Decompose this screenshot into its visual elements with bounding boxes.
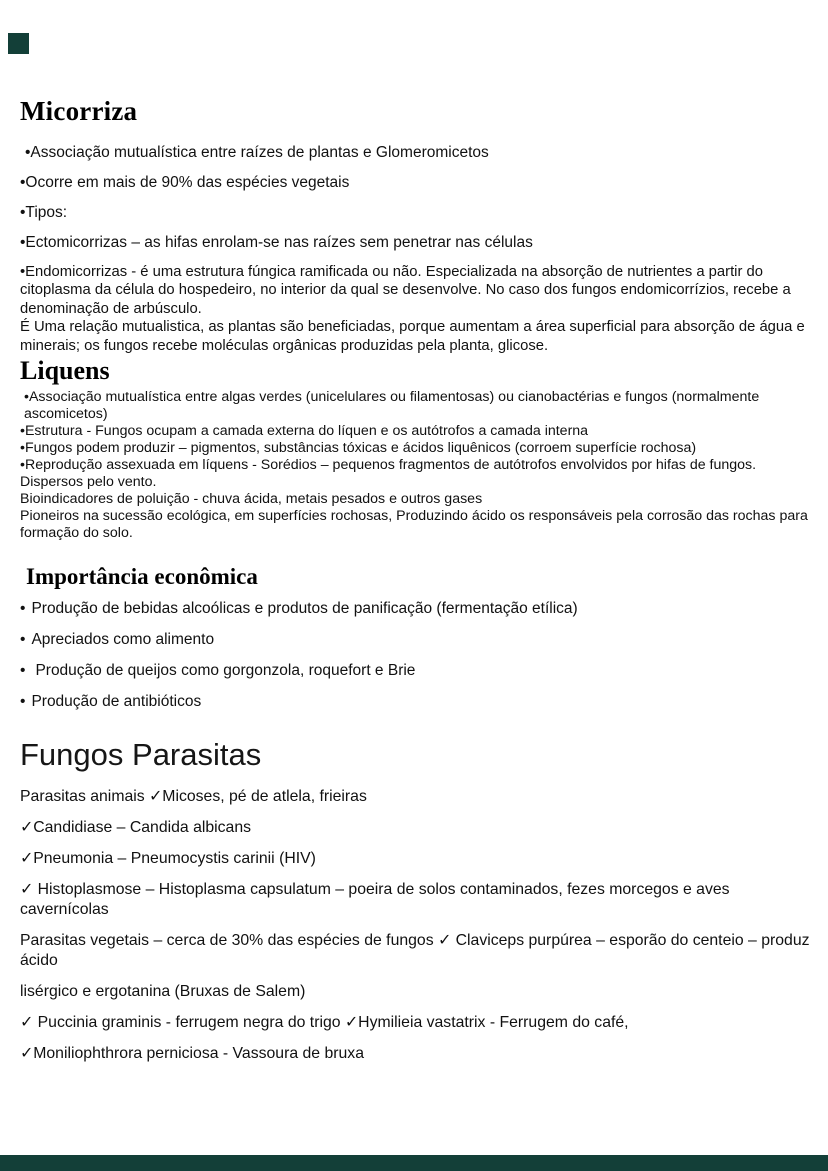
fungos-parasitas-item: lisérgico e ergotanina (Bruxas de Salem) (20, 983, 306, 1001)
importancia-item (20, 661, 812, 681)
liquens-item: •Reprodução assexuada em líquens - Sorédios – pequenos fragmentos de autótrofos envolvidos por hifas de fungos. Dispersos pelo vento. (20, 456, 757, 490)
micorriza-heading: Micorriza (20, 96, 138, 126)
bottom-accent-bar (0, 1155, 828, 1171)
liquens-item: •Estrutura - Fungos ocupam a camada externa do líquen e os autótrofos a camada interna (20, 422, 589, 439)
importancia-item (20, 630, 812, 650)
document-body (20, 97, 812, 1075)
fungos-parasitas-heading: Fungos Parasitas (20, 737, 262, 773)
fungos-parasitas-item: ✓Candidiase – Candida albicans (20, 819, 252, 837)
fungos-parasitas-item: ✓ Histoplasmose – Histoplasma capsulatum – poeira de solos contaminados, fezes morcegos e aves cavernícolas (20, 881, 730, 919)
micorriza-item: É Uma relação mutualistica, as plantas são beneficiadas, porque aumentam a área superficial para absorção de água e minerais; os fungos recebe moléculas orgânicas produzidas pela planta, glicose. (20, 319, 805, 354)
liquens-block (20, 389, 812, 542)
micorriza-item: •Tipos: (20, 203, 68, 221)
importancia-item-text: Produção de bebidas alcoólicas e produtos de panificação (fermentação etílica) (31, 600, 578, 618)
fungos-parasitas-item: ✓Moniliophthrora perniciosa - Vassoura de bruxa (20, 1045, 364, 1063)
importancia-heading: Importância econômica (26, 563, 258, 589)
bullet-glyph: • (20, 662, 26, 680)
micorriza-item: •Associação mutualística entre raízes de plantas e Glomeromicetos (25, 143, 489, 161)
fungos-parasitas-item: ✓ Puccinia graminis - ferrugem negra do trigo ✓Hymilieia vastatrix - Ferrugem do café, (20, 1014, 629, 1032)
bullet-glyph: • (20, 600, 26, 618)
importancia-item (20, 692, 812, 712)
importancia-item-text: Produção de antibióticos (31, 693, 202, 711)
importancia-item-text: Produção de queijos como gorgonzola, roquefort e Brie (35, 662, 416, 680)
liquens-heading: Liquens (20, 356, 110, 386)
fungos-parasitas-item: Parasitas animais ✓Micoses, pé de atlela, frieiras (20, 788, 367, 806)
liquens-item: •Fungos podem produzir – pigmentos, substâncias tóxicas e ácidos liquênicos (corroem superfície rochosa) (20, 439, 697, 456)
liquens-item: Pioneiros na sucessão ecológica, em superfícies rochosas, Produzindo ácido os responsáveis pela corrosão das rochas para formação do solo. (20, 507, 808, 541)
liquens-item: •Associação mutualística entre algas verdes (unicelulares ou filamentosas) ou cianobactérias e fungos (normalmente ascomicetos) (24, 388, 760, 422)
fungos-parasitas-block (20, 787, 812, 1064)
importancia-item-text: Apreciados como alimento (31, 631, 215, 649)
bullet-glyph: • (20, 693, 26, 711)
corner-accent-square (8, 33, 29, 54)
micorriza-item: •Ocorre em mais de 90% das espécies vegetais (20, 173, 350, 191)
bullet-glyph: • (20, 631, 26, 649)
fungos-parasitas-item: Parasitas vegetais – cerca de 30% das espécies de fungos ✓ Claviceps purpúrea – esporão do centeio – produz ácido (20, 932, 810, 970)
micorriza-item: •Ectomicorrizas – as hifas enrolam-se nas raízes sem penetrar nas células (20, 233, 533, 251)
liquens-item: Bioindicadores de poluição - chuva ácida, metais pesados e outros gases (20, 490, 483, 507)
importancia-item (20, 599, 812, 619)
fungos-parasitas-item: ✓Pneumonia – Pneumocystis carinii (HIV) (20, 850, 316, 868)
micorriza-item: •Endomicorrizas - é uma estrutura fúngica ramificada ou não. Especializada na absorção de nutrientes a partir do citoplasma da célula do hospedeiro, no interior da qual se desenvolve. No caso dos fungos endomicorrízios, recebe a denominação de arbúsculo. (20, 263, 791, 317)
